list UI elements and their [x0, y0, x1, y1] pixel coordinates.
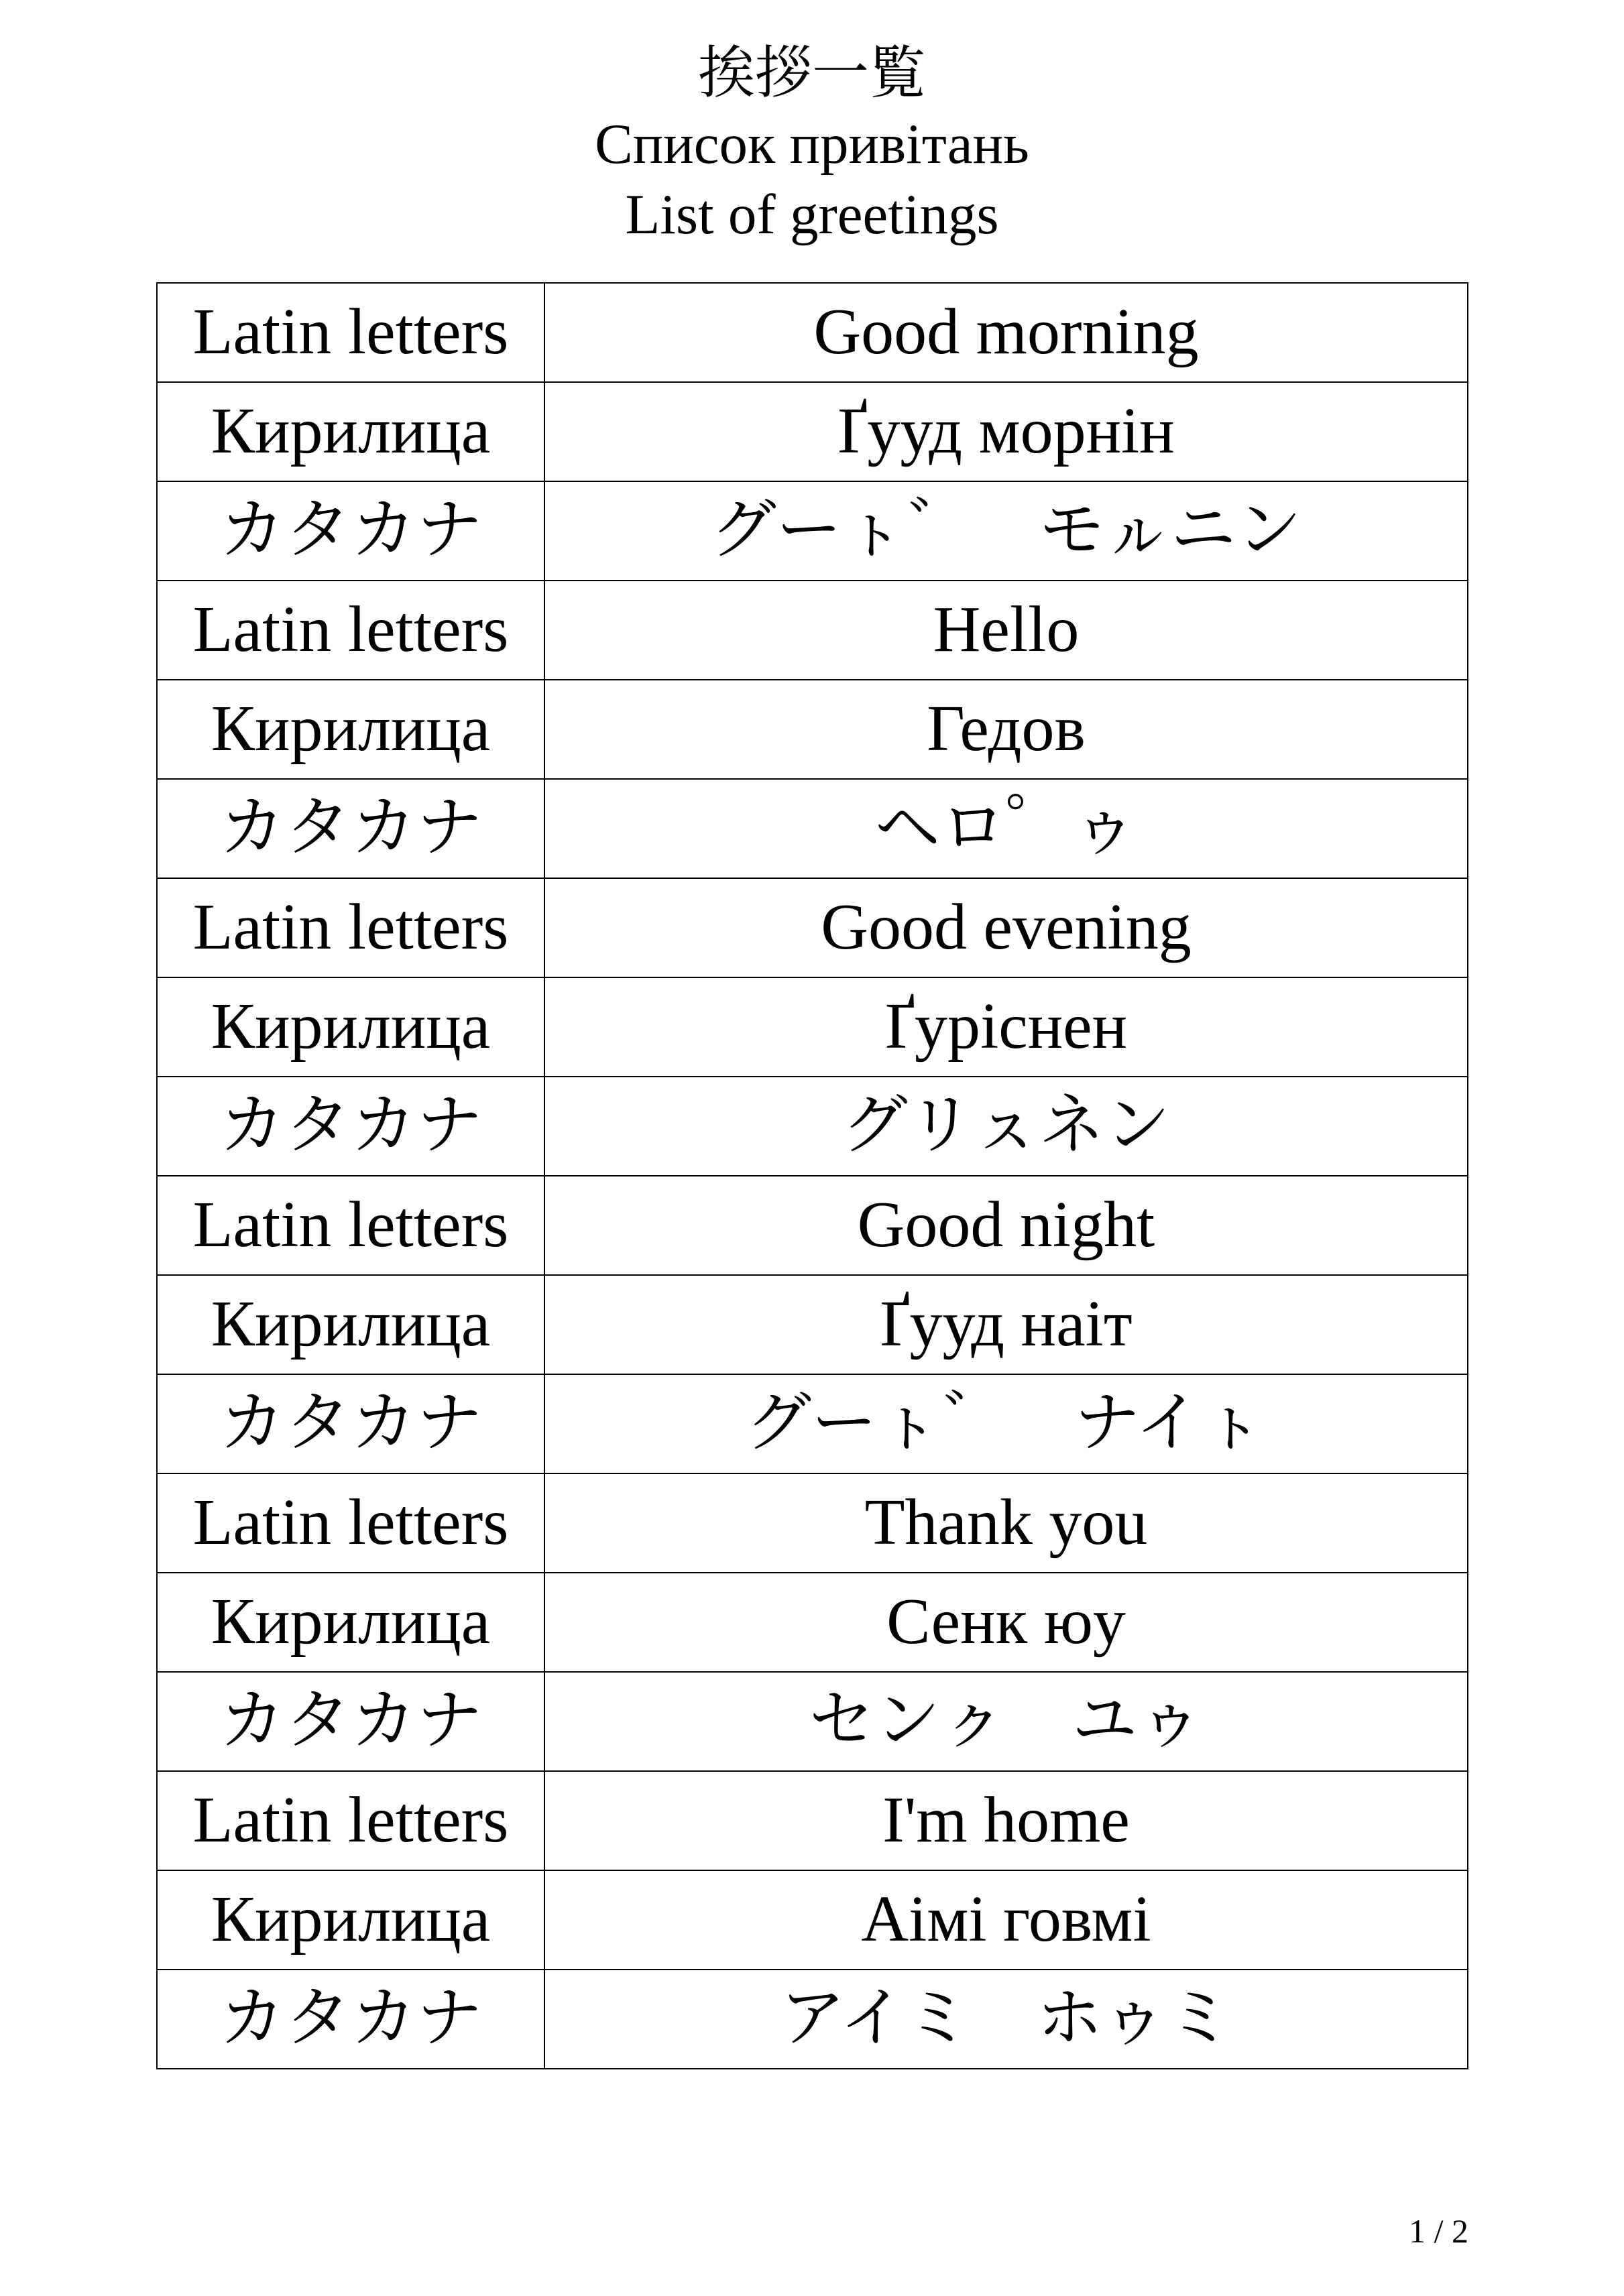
greeting-text-cell: ヘロ゜ゥ — [544, 779, 1468, 878]
script-label-cell: カタカナ — [157, 1077, 544, 1176]
greeting-text-cell: センㇰ ユゥ — [544, 1672, 1468, 1771]
script-label-cell: Latin letters — [157, 878, 544, 977]
greeting-text-cell: Сенк юу — [544, 1573, 1468, 1672]
table-row — [157, 1672, 1468, 1771]
greeting-text-cell: Ґууд наіт — [544, 1275, 1468, 1374]
script-label-cell: Кирилица — [157, 1870, 544, 1970]
greeting-text-cell: Ґууд морнін — [544, 382, 1468, 481]
script-label-cell: Кирилица — [157, 382, 544, 481]
greetings-table-body — [157, 283, 1468, 2069]
table-row — [157, 481, 1468, 581]
greeting-text-cell: Good evening — [544, 878, 1468, 977]
table-row — [157, 1374, 1468, 1473]
script-label-cell: カタカナ — [157, 1672, 544, 1771]
script-label-cell: Latin letters — [157, 1176, 544, 1275]
table-row — [157, 878, 1468, 977]
page-title-ukrainian: Список привітань — [595, 113, 1029, 176]
script-label-cell: Кирилица — [157, 1275, 544, 1374]
script-label-cell: Кирилица — [157, 977, 544, 1077]
greeting-text-cell: グリㇲネン — [544, 1077, 1468, 1176]
table-row — [157, 1275, 1468, 1374]
script-label-cell: Latin letters — [157, 1473, 544, 1573]
script-label-cell: Latin letters — [157, 1771, 544, 1870]
table-row — [157, 1077, 1468, 1176]
table-row — [157, 680, 1468, 779]
greeting-text-cell: Good night — [544, 1176, 1468, 1275]
greeting-text-cell: Thank you — [544, 1473, 1468, 1573]
page-number: 1 / 2 — [1409, 2212, 1468, 2250]
table-row — [157, 1771, 1468, 1870]
greeting-text-cell: グーㇳ゛ ナイㇳ — [544, 1374, 1468, 1473]
script-label-cell: Кирилица — [157, 680, 544, 779]
page-title-japanese: 挨拶一覧 — [697, 42, 926, 105]
greeting-text-cell: アイミ ホゥミ — [544, 1970, 1468, 2069]
table-row — [157, 977, 1468, 1077]
table-row — [157, 283, 1468, 382]
greetings-table — [156, 282, 1468, 2069]
greeting-text-cell: Ґуріснен — [544, 977, 1468, 1077]
table-row — [157, 581, 1468, 680]
table-row — [157, 1573, 1468, 1672]
script-label-cell: Кирилица — [157, 1573, 544, 1672]
table-row — [157, 382, 1468, 481]
greeting-text-cell: I'm home — [544, 1771, 1468, 1870]
table-row — [157, 1870, 1468, 1970]
greeting-text-cell: Аімі говмі — [544, 1870, 1468, 1970]
script-label-cell: カタカナ — [157, 1970, 544, 2069]
script-label-cell: Latin letters — [157, 283, 544, 382]
greeting-text-cell: Good morning — [544, 283, 1468, 382]
script-label-cell: カタカナ — [157, 1374, 544, 1473]
table-row — [157, 1473, 1468, 1573]
table-row — [157, 779, 1468, 878]
greeting-text-cell: グーㇳ゛ モㇽニン — [544, 481, 1468, 581]
title-block — [0, 39, 1624, 250]
greeting-text-cell: Гедов — [544, 680, 1468, 779]
script-label-cell: Latin letters — [157, 581, 544, 680]
greeting-text-cell: Hello — [544, 581, 1468, 680]
page-title-english: List of greetings — [625, 183, 999, 246]
table-row — [157, 1176, 1468, 1275]
table-row — [157, 1970, 1468, 2069]
script-label-cell: カタカナ — [157, 779, 544, 878]
script-label-cell: カタカナ — [157, 481, 544, 581]
